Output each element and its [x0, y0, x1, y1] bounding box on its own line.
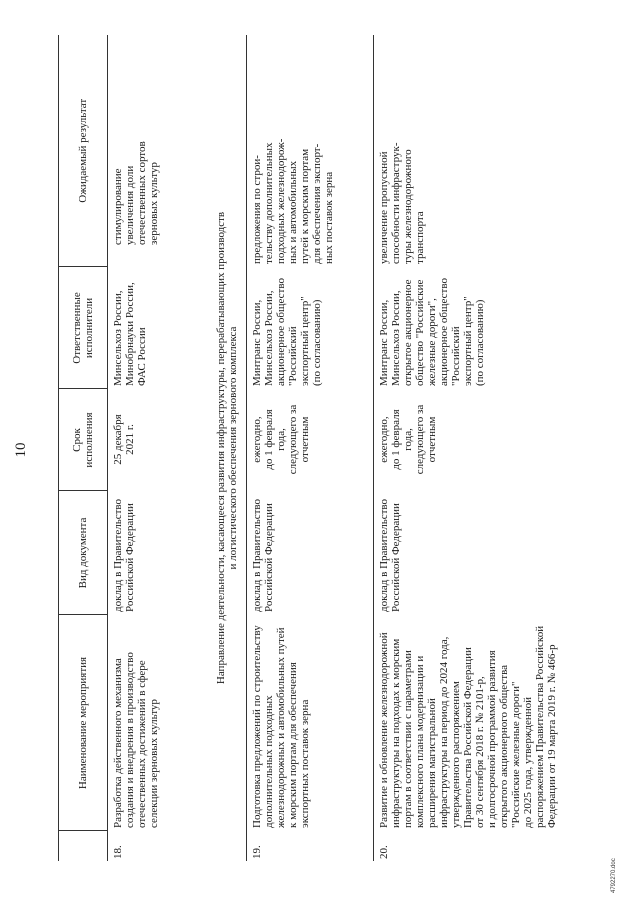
deadline: ежегодно, до 1 февраля года, следующего за отчетным [378, 404, 438, 475]
row-number: 19. [247, 831, 374, 861]
header-deadline: Срок исполнения [59, 389, 108, 491]
page-number: 10 [13, 442, 29, 458]
measure-name: Разработка действенного механизма создания и внедрения в производство отечественных достижений в сфере селекции зерновых культур [112, 652, 160, 828]
responsible: Минсельхоз России, Минобрнауки России, ФАС России [112, 282, 148, 386]
row-number: 18. [112, 845, 124, 859]
expected-result: предложения по строи- тельству дополнительных подходных железнодорож- ных и автомобильных путей к морским портам для обеспечения экспорт- ных поставок зерна [247, 35, 374, 267]
header-num [59, 831, 108, 861]
header-name: Наименование мероприятия [59, 615, 108, 831]
doc-type: доклад в Правительство Российской Федерации [247, 491, 374, 615]
expected-result: увеличение пропускной способности инфраструк- туры железнодорожного транспорта [378, 142, 426, 264]
section-heading-row [208, 35, 247, 861]
responsible: Минтранс России, Минсельхоз России, акционерное общество "Российский экспортный центр" (по согласованию) [247, 267, 374, 389]
table-row [374, 35, 579, 861]
table-row [108, 35, 209, 861]
table-header-row [59, 35, 108, 861]
header-responsible: Ответственные исполнители [59, 267, 108, 389]
deadline: ежегодно, до 1 февраля года, следующего за отчетным [247, 389, 374, 491]
measure-name: Развитие и обновление железнодорожной инфраструктуры на подходах к морским портам в соответствии с параметрами комплексного плана модернизации и расширения магистральной инфраструктуры на период до 2024 года, утвержденного распоряжением Правительства Российской Федерации от 30 сентября 2018 г. № 2101-р, и долгосрочной программой развития открытого акционерного общества "Российские железные дороги" до 2025 года, утвержденной распоряжением Правительства Российской Федерации от 19 марта 2019 г. № 466-р [378, 625, 558, 828]
section-heading: Направление деятельности, касающееся развития инфраструктуры, перерабатывающих производств и логистического обеспечения зернового комплекса [208, 35, 247, 861]
responsible: Минтранс России, Минсельхоз России, открытое акционерное общество "Российские железные дороги", акционерное общество "Российский экспортный центр" (по согласованию) [378, 278, 486, 386]
doc-type: доклад в Правительство Российской Федерации [112, 498, 136, 612]
doc-type: доклад в Правительство Российской Федерации [378, 498, 402, 612]
header-result: Ожидаемый результат [59, 35, 108, 267]
document-code: 4792270.doc [611, 858, 617, 893]
header-doc-type: Вид документа [59, 491, 108, 615]
row-number: 20. [378, 845, 390, 859]
measure-name: Подготовка предложений по строительству дополнительных подходных железнодорожных и автомобильных путей к морским портам для обеспечения экспортных поставок зерна [247, 615, 374, 831]
expected-result: стимулирование увеличения доли отечественных сортов зерновых культур [112, 141, 160, 245]
measures-table [58, 35, 578, 861]
deadline: 25 декабря 2021 г. [112, 414, 136, 465]
table-row [247, 35, 374, 861]
